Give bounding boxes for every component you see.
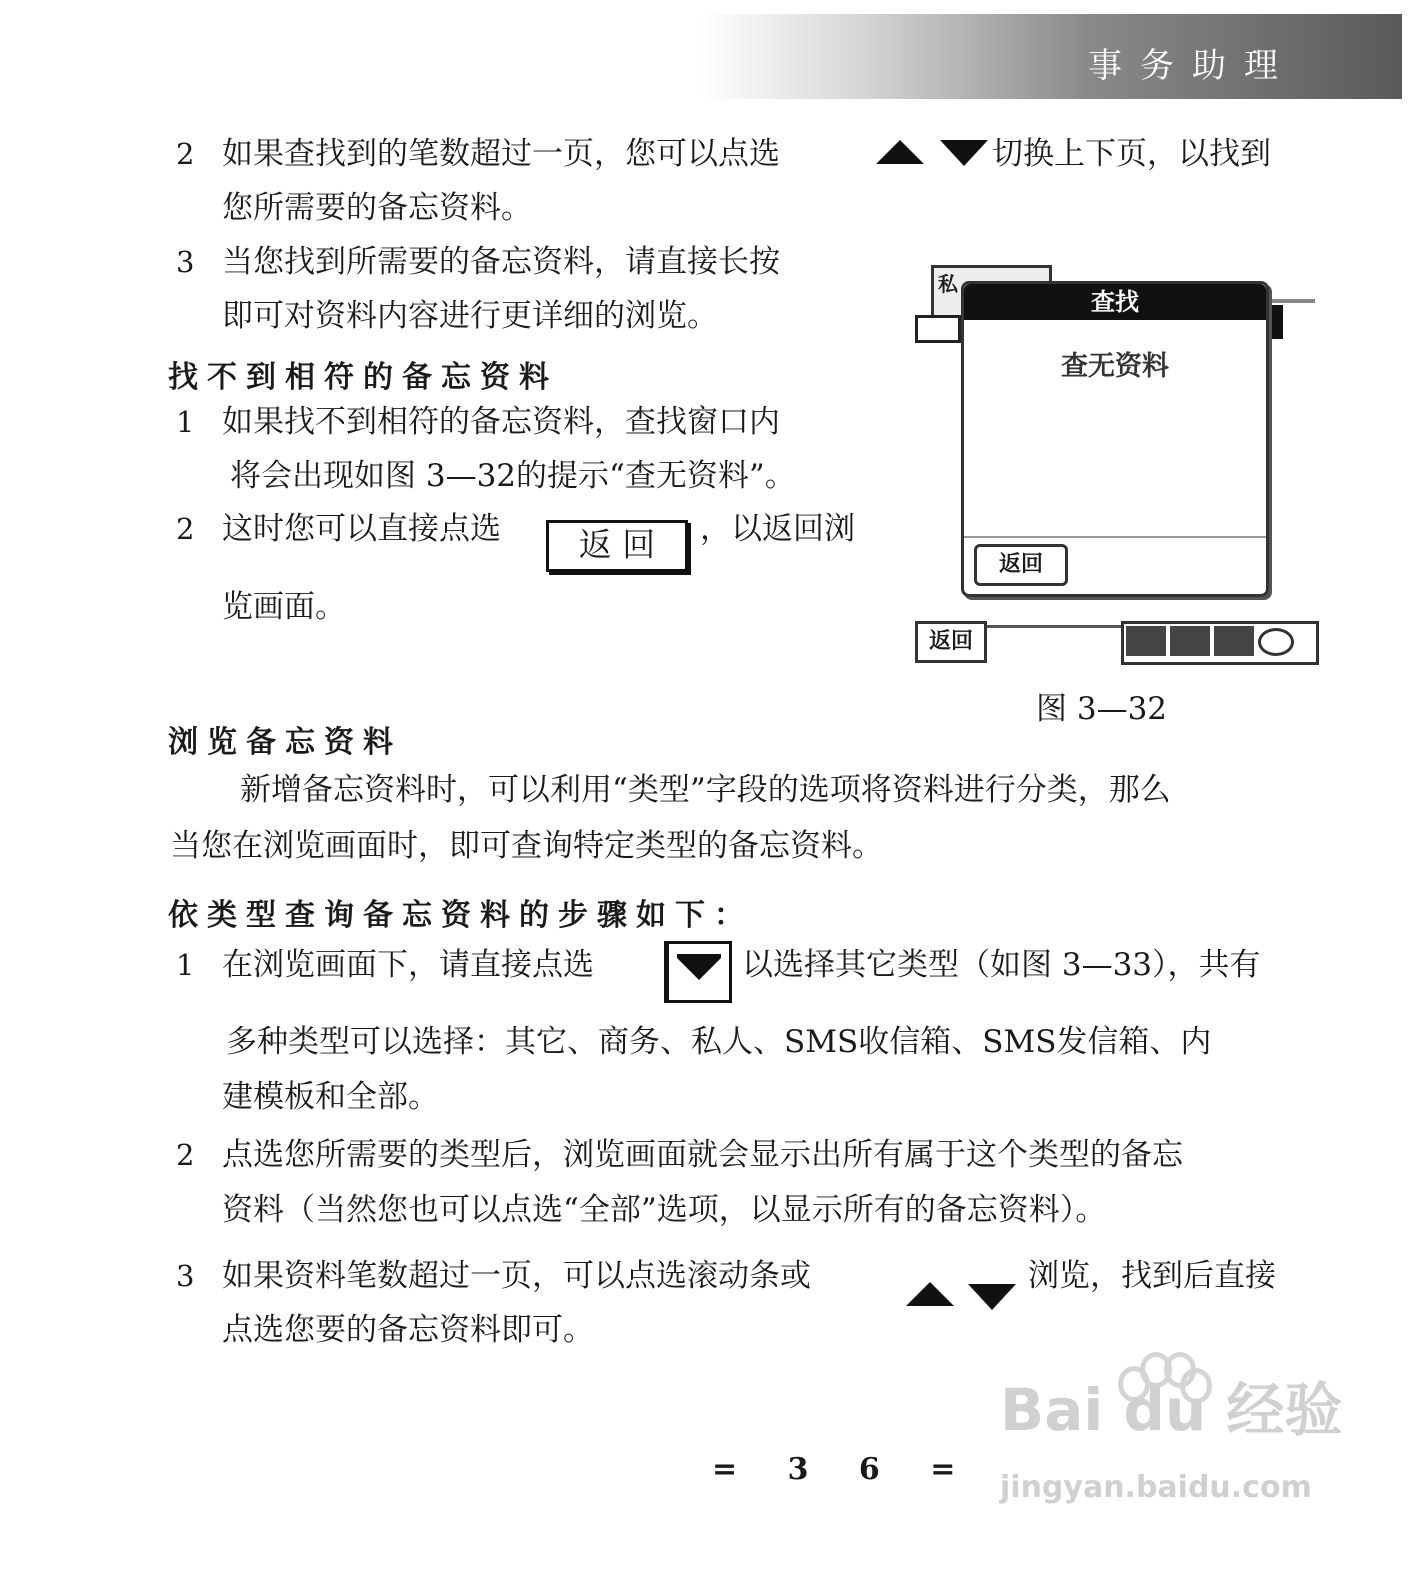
category-dropdown-illustration: [664, 941, 732, 1003]
paragraph-text: 如果查找到的笔数超过一页，您可以点选: [222, 136, 780, 172]
section-heading: 浏览备忘资料: [168, 725, 402, 760]
toolbar-icon: [1214, 626, 1254, 656]
figure-screenshot: [913, 265, 1315, 663]
paragraph-text: 如果找不到相符的备忘资料，查找窗口内: [222, 404, 780, 440]
item-number: 3: [176, 1259, 195, 1293]
paragraph-text: 多种类型可以选择：其它、商务、私人、SMS收信箱、SMS发信箱、内: [226, 1024, 1212, 1060]
paragraph-text: 点选您要的备忘资料即可。: [222, 1312, 594, 1348]
paragraph-text: 将会出现如图 3—32的提示“查无资料”。: [230, 458, 796, 494]
paragraph-text: 建模板和全部。: [222, 1079, 439, 1115]
watermark-logo: Bai du 经验: [1000, 1376, 1343, 1444]
up-arrow-icon: [906, 1282, 954, 1306]
item-number: 1: [176, 405, 195, 439]
dialog-return-button: 返回: [974, 544, 1068, 586]
toolbar-icon: [1170, 626, 1210, 656]
item-number: 3: [176, 245, 195, 279]
header-banner: [700, 14, 1402, 99]
paragraph-text: 点选您所需要的类型后，浏览画面就会显示出所有属于这个类型的备忘: [222, 1137, 1183, 1173]
paragraph-text: 资料（当然您也可以点选“全部”选项，以显示所有的备忘资料）。: [222, 1192, 1107, 1228]
paragraph-text: 如果资料笔数超过一页，可以点选滚动条或: [222, 1258, 811, 1294]
return-button-label: 返 回: [578, 525, 656, 564]
item-number: 2: [176, 137, 195, 171]
down-arrow-icon: [968, 1284, 1016, 1310]
paragraph-text: 以选择其它类型（如图 3—33），共有: [742, 947, 1261, 983]
dialog-title: 查找: [964, 284, 1266, 320]
dialog-message: 查无资料: [1061, 351, 1169, 382]
header-title: 事务助理: [1088, 46, 1296, 86]
item-number: 1: [176, 948, 195, 982]
bottom-return-button: 返回: [915, 621, 987, 663]
toolbar-icons: [1121, 621, 1319, 665]
chevron-down-icon: [677, 958, 721, 980]
section-heading: 找不到相符的备忘资料: [168, 360, 558, 395]
paragraph-text: 当您找到所需要的备忘资料，请直接长按: [222, 244, 780, 280]
item-number: 2: [176, 1138, 195, 1172]
section-heading: 依类型查询备忘资料的步骤如下：: [168, 898, 753, 933]
paragraph-text: 当您在浏览画面时，即可查询特定类型的备忘资料。: [170, 828, 883, 864]
divider: [987, 625, 1127, 628]
divider: [964, 536, 1266, 538]
up-arrow-icon: [876, 140, 924, 164]
paragraph-text: 在浏览画面下，请直接点选: [222, 947, 594, 983]
return-button-illustration: [546, 520, 688, 572]
toolbar-icon: [1126, 626, 1166, 656]
tab-label: 私: [938, 272, 958, 296]
page-number: = 3 6 =: [712, 1452, 976, 1487]
item-number: 2: [176, 512, 195, 546]
paragraph-text: 您所需要的备忘资料。: [222, 190, 532, 226]
paragraph-text: 浏览，找到后直接: [1028, 1258, 1276, 1294]
figure-caption: 图 3—32: [1036, 691, 1168, 727]
divider: [1263, 299, 1315, 303]
paragraph-text: 新增备忘资料时，可以利用“类型”字段的选项将资料进行分类，那么: [240, 772, 1171, 808]
search-icon: [1258, 628, 1294, 656]
paragraph-text: ，以返回浏: [700, 511, 855, 547]
down-arrow-icon: [940, 140, 988, 166]
category-icon: [915, 315, 961, 343]
find-dialog: [961, 281, 1269, 597]
paragraph-text: 即可对资料内容进行更详细的浏览。: [222, 298, 718, 334]
paragraph-text: 切换上下页，以找到: [992, 136, 1271, 172]
paragraph-text: 这时您可以直接点选: [222, 511, 501, 547]
paragraph-text: 览画面。: [222, 589, 346, 625]
watermark-url: jingyan.baidu.com: [1000, 1470, 1312, 1505]
